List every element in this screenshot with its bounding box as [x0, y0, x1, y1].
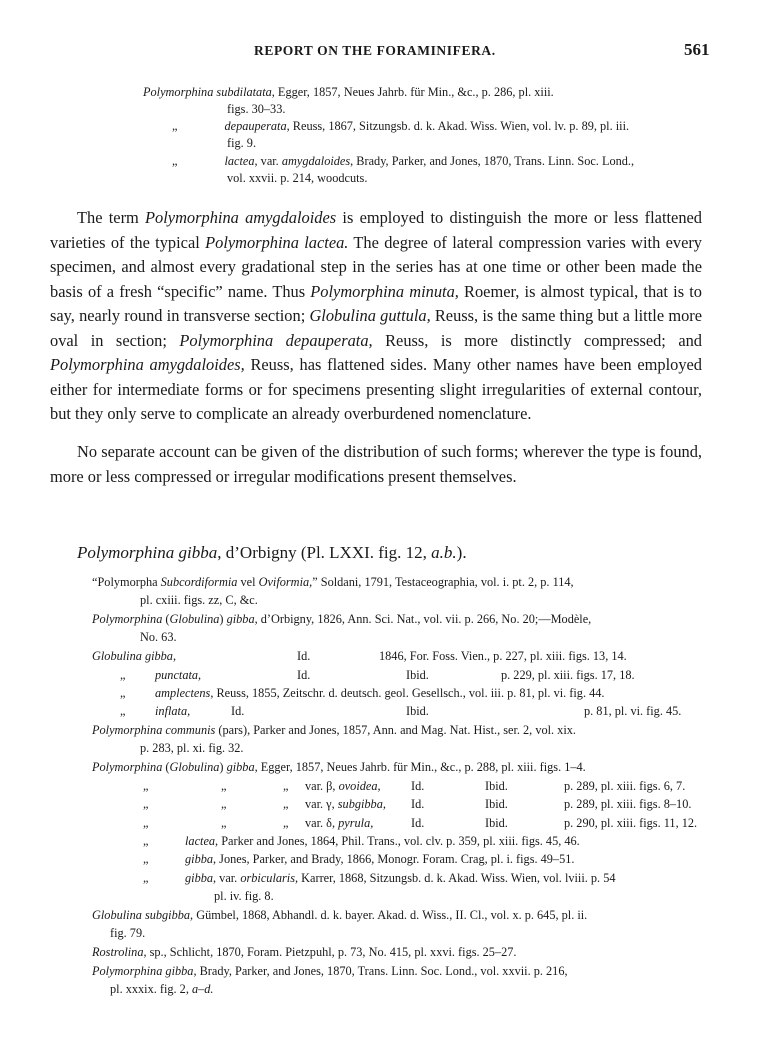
ditto-mark: „	[172, 119, 178, 133]
body-paragraph	[50, 440, 702, 489]
paragraph-distribution: No separate account can be given of the distribution of such forms; wherever the type is found, more or less compressed or irregular modifications present themselves.	[50, 442, 702, 486]
synonymy-cell: Id.	[297, 668, 311, 682]
ditto-mark: „	[221, 779, 227, 793]
ditto-mark: „	[221, 816, 227, 830]
synonymy-line: Polymorphina subdilatata, Egger, 1857, Neues Jahrb. für Min., &c., p. 286, pl. xiii.	[143, 85, 554, 99]
synonymy-line: Polymorphina (Globulina) gibba, d’Orbigny, 1826, Ann. Sci. Nat., vol. vii. p. 266, No. 20;—Modèle,	[92, 612, 592, 626]
synonymy-line: No. 63.	[140, 630, 177, 644]
synonymy-cell: var. γ, subgibba,	[305, 797, 386, 811]
species-heading: Polymorphina gibba, d’Orbigny (Pl. LXXI. fig. 12, a.b.).	[77, 543, 467, 562]
synonymy-line: Globulina gibba,	[92, 649, 177, 663]
synonymy-cell: p. 289, pl. xiii. figs. 6, 7.	[564, 779, 686, 793]
ditto-mark: „	[120, 686, 126, 700]
synonymy-line: fig. 9.	[227, 136, 257, 150]
synonymy-line: „ depauperata, Reuss, 1867, Sitzungsb. d. k. Akad. Wiss. Wien, vol. lv. p. 89, pl. iii.	[172, 119, 630, 133]
synonymy-line: Polymorphina (Globulina) gibba, Egger, 1857, Neues Jahrb. für Min., &c., p. 288, pl. xiii. figs. 1–4.	[92, 760, 586, 774]
synonymy-cell: p. 81, pl. vi. fig. 45.	[584, 704, 682, 718]
synonymy-cell: p. 229, pl. xiii. figs. 17, 18.	[501, 668, 635, 682]
synonymy-line: p. 283, pl. xi. fig. 32.	[140, 741, 244, 755]
synonymy-cell: Id.	[411, 779, 425, 793]
ditto-mark: „	[143, 797, 149, 811]
synonymy-line: pl. iv. fig. 8.	[214, 889, 274, 903]
synonymy-cell: inflata,	[155, 704, 191, 718]
synonymy-cell: 1846, For. Foss. Vien., p. 227, pl. xiii. figs. 13, 14.	[379, 649, 627, 663]
ditto-mark: „	[172, 154, 178, 168]
ditto-mark: „	[283, 779, 289, 793]
page-header	[0, 40, 776, 64]
synonymy-line: amplectens, Reuss, 1855, Zeitschr. d. deutsch. geol. Gesellsch., vol. iii. p. 81, pl. vi. fig. 44.	[155, 686, 605, 700]
synonymy-cell: Ibid.	[485, 797, 508, 811]
ditto-mark: „	[143, 779, 149, 793]
running-head: REPORT ON THE FORAMINIFERA.	[254, 43, 496, 58]
synonymy-line: „ lactea, var. amygdaloides, Brady, Parker, and Jones, 1870, Trans. Linn. Soc. Lond.,	[172, 154, 635, 168]
synonymy-cell: Id.	[411, 816, 425, 830]
synonymy-cell: Ibid.	[485, 779, 508, 793]
synonymy-cell: var. β, ovoidea,	[305, 779, 381, 793]
ditto-mark: „	[143, 852, 149, 866]
synonymy-line: gibba, var. orbicularis, Karrer, 1868, Sitzungsb. d. k. Akad. Wiss. Wien, vol. lviii. p. 54	[185, 871, 616, 885]
synonymy-line: pl. xxxix. fig. 2, a–d.	[110, 982, 214, 996]
synonymy-cell: Ibid.	[406, 704, 429, 718]
synonymy-line: Polymorphina gibba, Brady, Parker, and Jones, 1870, Trans. Linn. Soc. Lond., vol. xxvii. p. 216,	[92, 964, 568, 978]
synonymy-cell: p. 289, pl. xiii. figs. 8–10.	[564, 797, 692, 811]
ditto-mark: „	[143, 834, 149, 848]
synonymy-line: pl. cxiii. figs. zz, C, &c.	[140, 593, 258, 607]
synonymy-cell: p. 290, pl. xiii. figs. 11, 12.	[564, 816, 698, 830]
ditto-mark: „	[120, 668, 126, 682]
synonymy-line: fig. 79.	[110, 926, 146, 940]
synonymy-cell: Id.	[231, 704, 245, 718]
synonymy-line: Rostrolina, sp., Schlicht, 1870, Foram. Pietzpuhl, p. 73, No. 415, pl. xxvi. figs. 25–27.	[92, 945, 517, 959]
page-number: 561	[684, 40, 710, 59]
synonymy-cell: punctata,	[155, 668, 202, 682]
synonymy-line: gibba, Jones, Parker, and Brady, 1866, Monogr. Foram. Crag, pl. i. figs. 49–51.	[185, 852, 575, 866]
ditto-mark: „	[120, 704, 126, 718]
synonymy-line: lactea, Parker and Jones, 1864, Phil. Trans., vol. clv. p. 359, pl. xiii. figs. 45, 46.	[185, 834, 580, 848]
ditto-mark: „	[283, 816, 289, 830]
ditto-mark: „	[283, 797, 289, 811]
ditto-mark: „	[143, 871, 149, 885]
synonymy-cell: Id.	[411, 797, 425, 811]
paragraph-amygdaloides: The term Polymorphina amygdaloides is employed to distinguish the more or less flattened varieties of the typical Polymorphina lactea. The degree of lateral compression varies with every specimen, and almost every gradational step in the series has at one time or other been made the basis of a fresh “specific” name. Thus Polymorphina minuta, Roemer, is almost typical, that is to say, nearly round in transverse section; Globulina guttula, Reuss, is the same thing but a little more oval in section; Polymorphina depauperata, Reuss, is more distinctly compressed; and Polymorphina amygdaloides, Reuss, has flattened sides. Many other names have been employed either for intermediate forms or for specimens presenting slight irregularities of external contour, but they only serve to complicate an already overburdened nomenclature.	[50, 208, 703, 423]
body-paragraph	[50, 206, 702, 427]
synonymy-cell: Ibid.	[406, 668, 429, 682]
synonymy-line: Polymorphina communis (pars), Parker and Jones, 1857, Ann. and Mag. Nat. Hist., ser. 2, vol. xix.	[92, 723, 576, 737]
ditto-mark: „	[221, 797, 227, 811]
synonymy-cell: Ibid.	[485, 816, 508, 830]
synonymy-cell: var. δ, pyrula,	[305, 816, 374, 830]
synonymy-line: Globulina subgibba, Gümbel, 1868, Abhandl. d. k. bayer. Akad. d. Wiss., II. Cl., vol. x. p. 645, pl. ii.	[92, 908, 588, 922]
ditto-mark: „	[143, 816, 149, 830]
synonymy-line: vol. xxvii. p. 214, woodcuts.	[227, 171, 368, 185]
synonymy-cell: Id.	[297, 649, 311, 663]
synonymy-line: “Polymorpha Subcordiformia vel Oviformia,” Soldani, 1791, Testaceographia, vol. i. pt. 2, p. 114,	[92, 575, 574, 589]
synonymy-line: figs. 30–33.	[227, 102, 286, 116]
